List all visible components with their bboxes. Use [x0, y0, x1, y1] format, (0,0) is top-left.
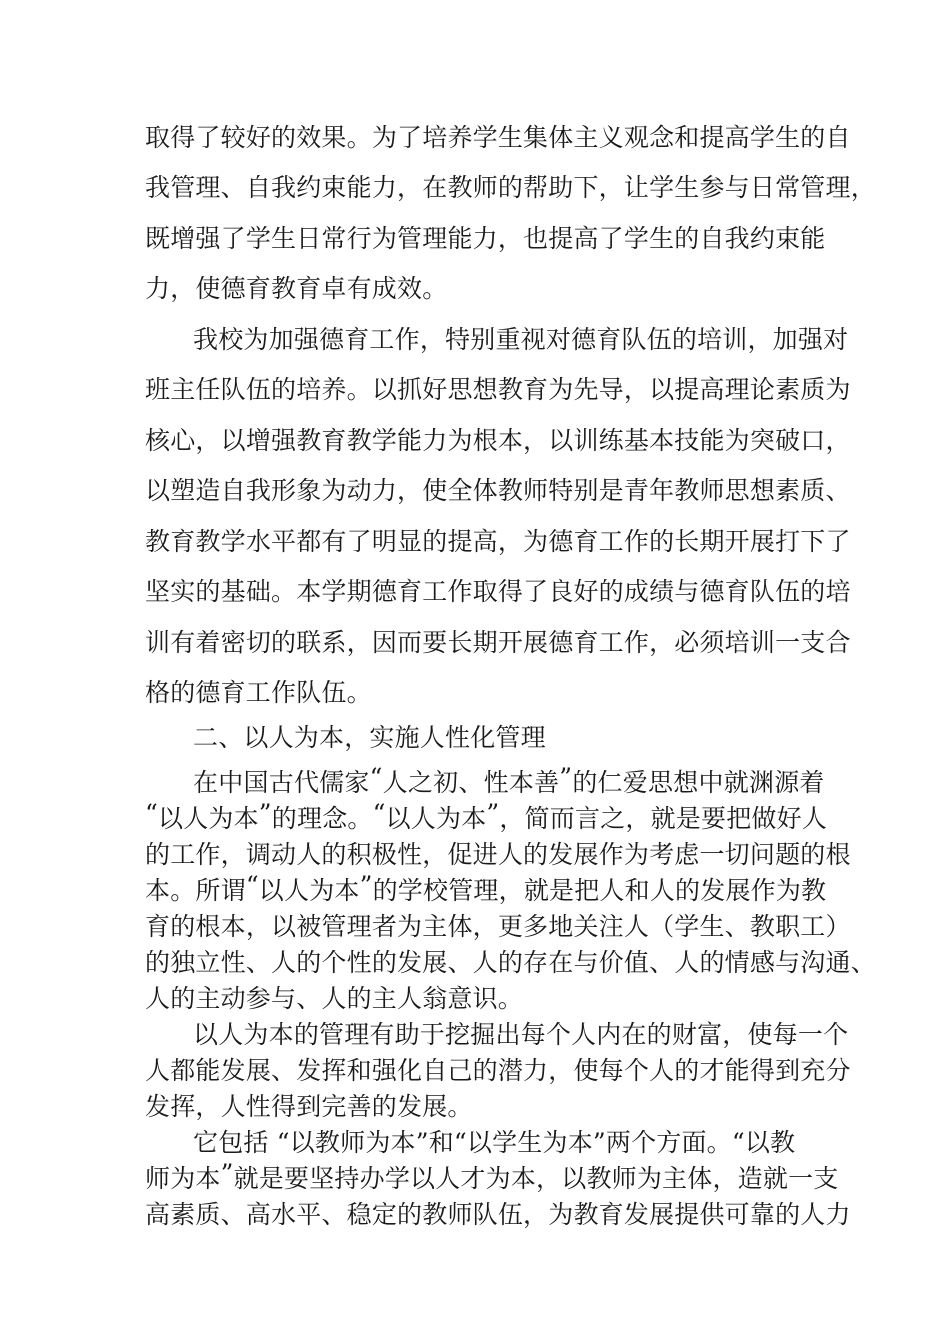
paragraph-5-line-1: 它包括 “以教师为本”和“以学生为本”两个方面。“以教 — [193, 1128, 796, 1157]
paragraph-2-line-6: 坚 实 的 基 础 。 本 学 期 德 育 工 作 取 得 了 良 好 的 成 绩 与 德 育 队 伍 的 培 — [145, 577, 851, 606]
paragraph-4-line-1: 以 人 为 本 的 管 理 有 助 于 挖 掘 出 每 个 人 内 在 的 财 富 ， 使 每 一 个 — [193, 1020, 849, 1049]
paragraph-3-line-4: 本 。 所 谓 “ 以 人 为 本 ” 的 学 校 管 理 ， 就 是 把 人 和 人 的 发 展 作 为 教 — [145, 871, 827, 905]
paragraph-4-line-2: 人 都 能 发 展 、 发 挥 和 强 化 自 己 的 潜 力 ， 使 每 个 人 的 才 能 得 到 充 分 — [145, 1056, 851, 1085]
paragraph-5-line-3: 高 素 质 、 高 水 平 、 稳 定 的 教 师 队 伍 ， 为 教 育 发 展 提 供 可 靠 的 人 力 — [145, 1200, 851, 1229]
paragraph-5-line-2: 师 为 本 ” 就 是 要 坚 持 办 学 以 人 才 为 本 ， 以 教 师 为 主 体 ， 造 就 一 支 — [145, 1159, 839, 1193]
paragraph-2-line-7: 训 有 着 密 切 的 联 系 ， 因 而 要 长 期 开 展 德 育 工 作 ， 必 须 培 训 一 支 合 — [145, 628, 851, 657]
paragraph-2-line-3: 核 心 ， 以 增 强 教 育 教 学 能 力 为 根 本 ， 以 训 练 基 本 技 能 为 突 破 口 ， — [145, 426, 851, 455]
paragraph-3-line-5: 育 的 根 本 ， 以 被 管 理 者 为 主 体 ， 更 多 地 关 注 人 （ 学 生 、 教 职 工 ） — [145, 912, 851, 941]
paragraph-3-line-6: 的 独 立 性 、 人 的 个 性 的 发 展 、 人 的 存 在 与 价 值 、 人 的 情 感 与 沟 通 、 — [145, 948, 876, 977]
paragraph-4-line-3: 发挥，人性得到完善的发展。 — [145, 1092, 473, 1121]
paragraph-3-line-2: “ 以 人 为 本 ” 的 理 念 。 “ 以 人 为 本 ” ， 简 而 言 之 ， 就 是 要 把 做 好 人 — [145, 799, 828, 833]
paragraph-3-line-1: 在 中 国 古 代 儒 家 “ 人 之 初 、 性 本 善 ” 的 仁 爱 思 想 中 就 渊 源 着 — [193, 763, 825, 797]
paragraph-1-line-1: 取 得 了 较 好 的 效 果 。 为 了 培 养 学 生 集 体 主 义 观 念 和 提 高 学 生 的 自 — [145, 123, 851, 152]
paragraph-2-line-5: 教 育 教 学 水 平 都 有 了 明 显 的 提 高 ， 为 德 育 工 作 的 长 期 开 展 打 下 了 — [145, 527, 851, 556]
paragraph-1-line-4: 力，使德育教育卓有成效。 — [145, 274, 448, 303]
paragraph-2-line-2: 班 主 任 队 伍 的 培 养 。 以 抓 好 思 想 教 育 为 先 导 ， 以 提 高 理 论 素 质 为 — [145, 375, 851, 404]
paragraph-2-line-8: 格的德育工作队伍。 — [145, 678, 372, 707]
paragraph-2-line-4: 以 塑 造 自 我 形 象 为 动 力 ， 使 全 体 教 师 特 别 是 青 年 教 师 思 想 素 质 、 — [145, 476, 851, 505]
paragraph-1-line-3: 既 增 强 了 学 生 日 常 行 为 管 理 能 力 ， 也 提 高 了 学 生 的 自 我 约 束 能 — [145, 224, 826, 253]
section-heading: 二、以人为本，实施人性化管理 — [193, 723, 546, 752]
paragraph-3-line-3: 的 工 作 ， 调 动 人 的 积 极 性 ， 促 进 人 的 发 展 作 为 考 虑 一 切 问 题 的 根 — [145, 840, 851, 869]
paragraph-3-line-7: 人的主动参与、人的主人翁意识。 — [145, 984, 524, 1013]
paragraph-2-line-1: 我 校 为 加 强 德 育 工 作 ， 特 别 重 视 对 德 育 队 伍 的 培 训 ， 加 强 对 — [193, 325, 849, 354]
paragraph-1-line-2: 我 管 理 、 自 我 约 束 能 力 ， 在 教 师 的 帮 助 下 ， 让 学 生 参 与 日 常 管 理 ， — [145, 173, 876, 202]
